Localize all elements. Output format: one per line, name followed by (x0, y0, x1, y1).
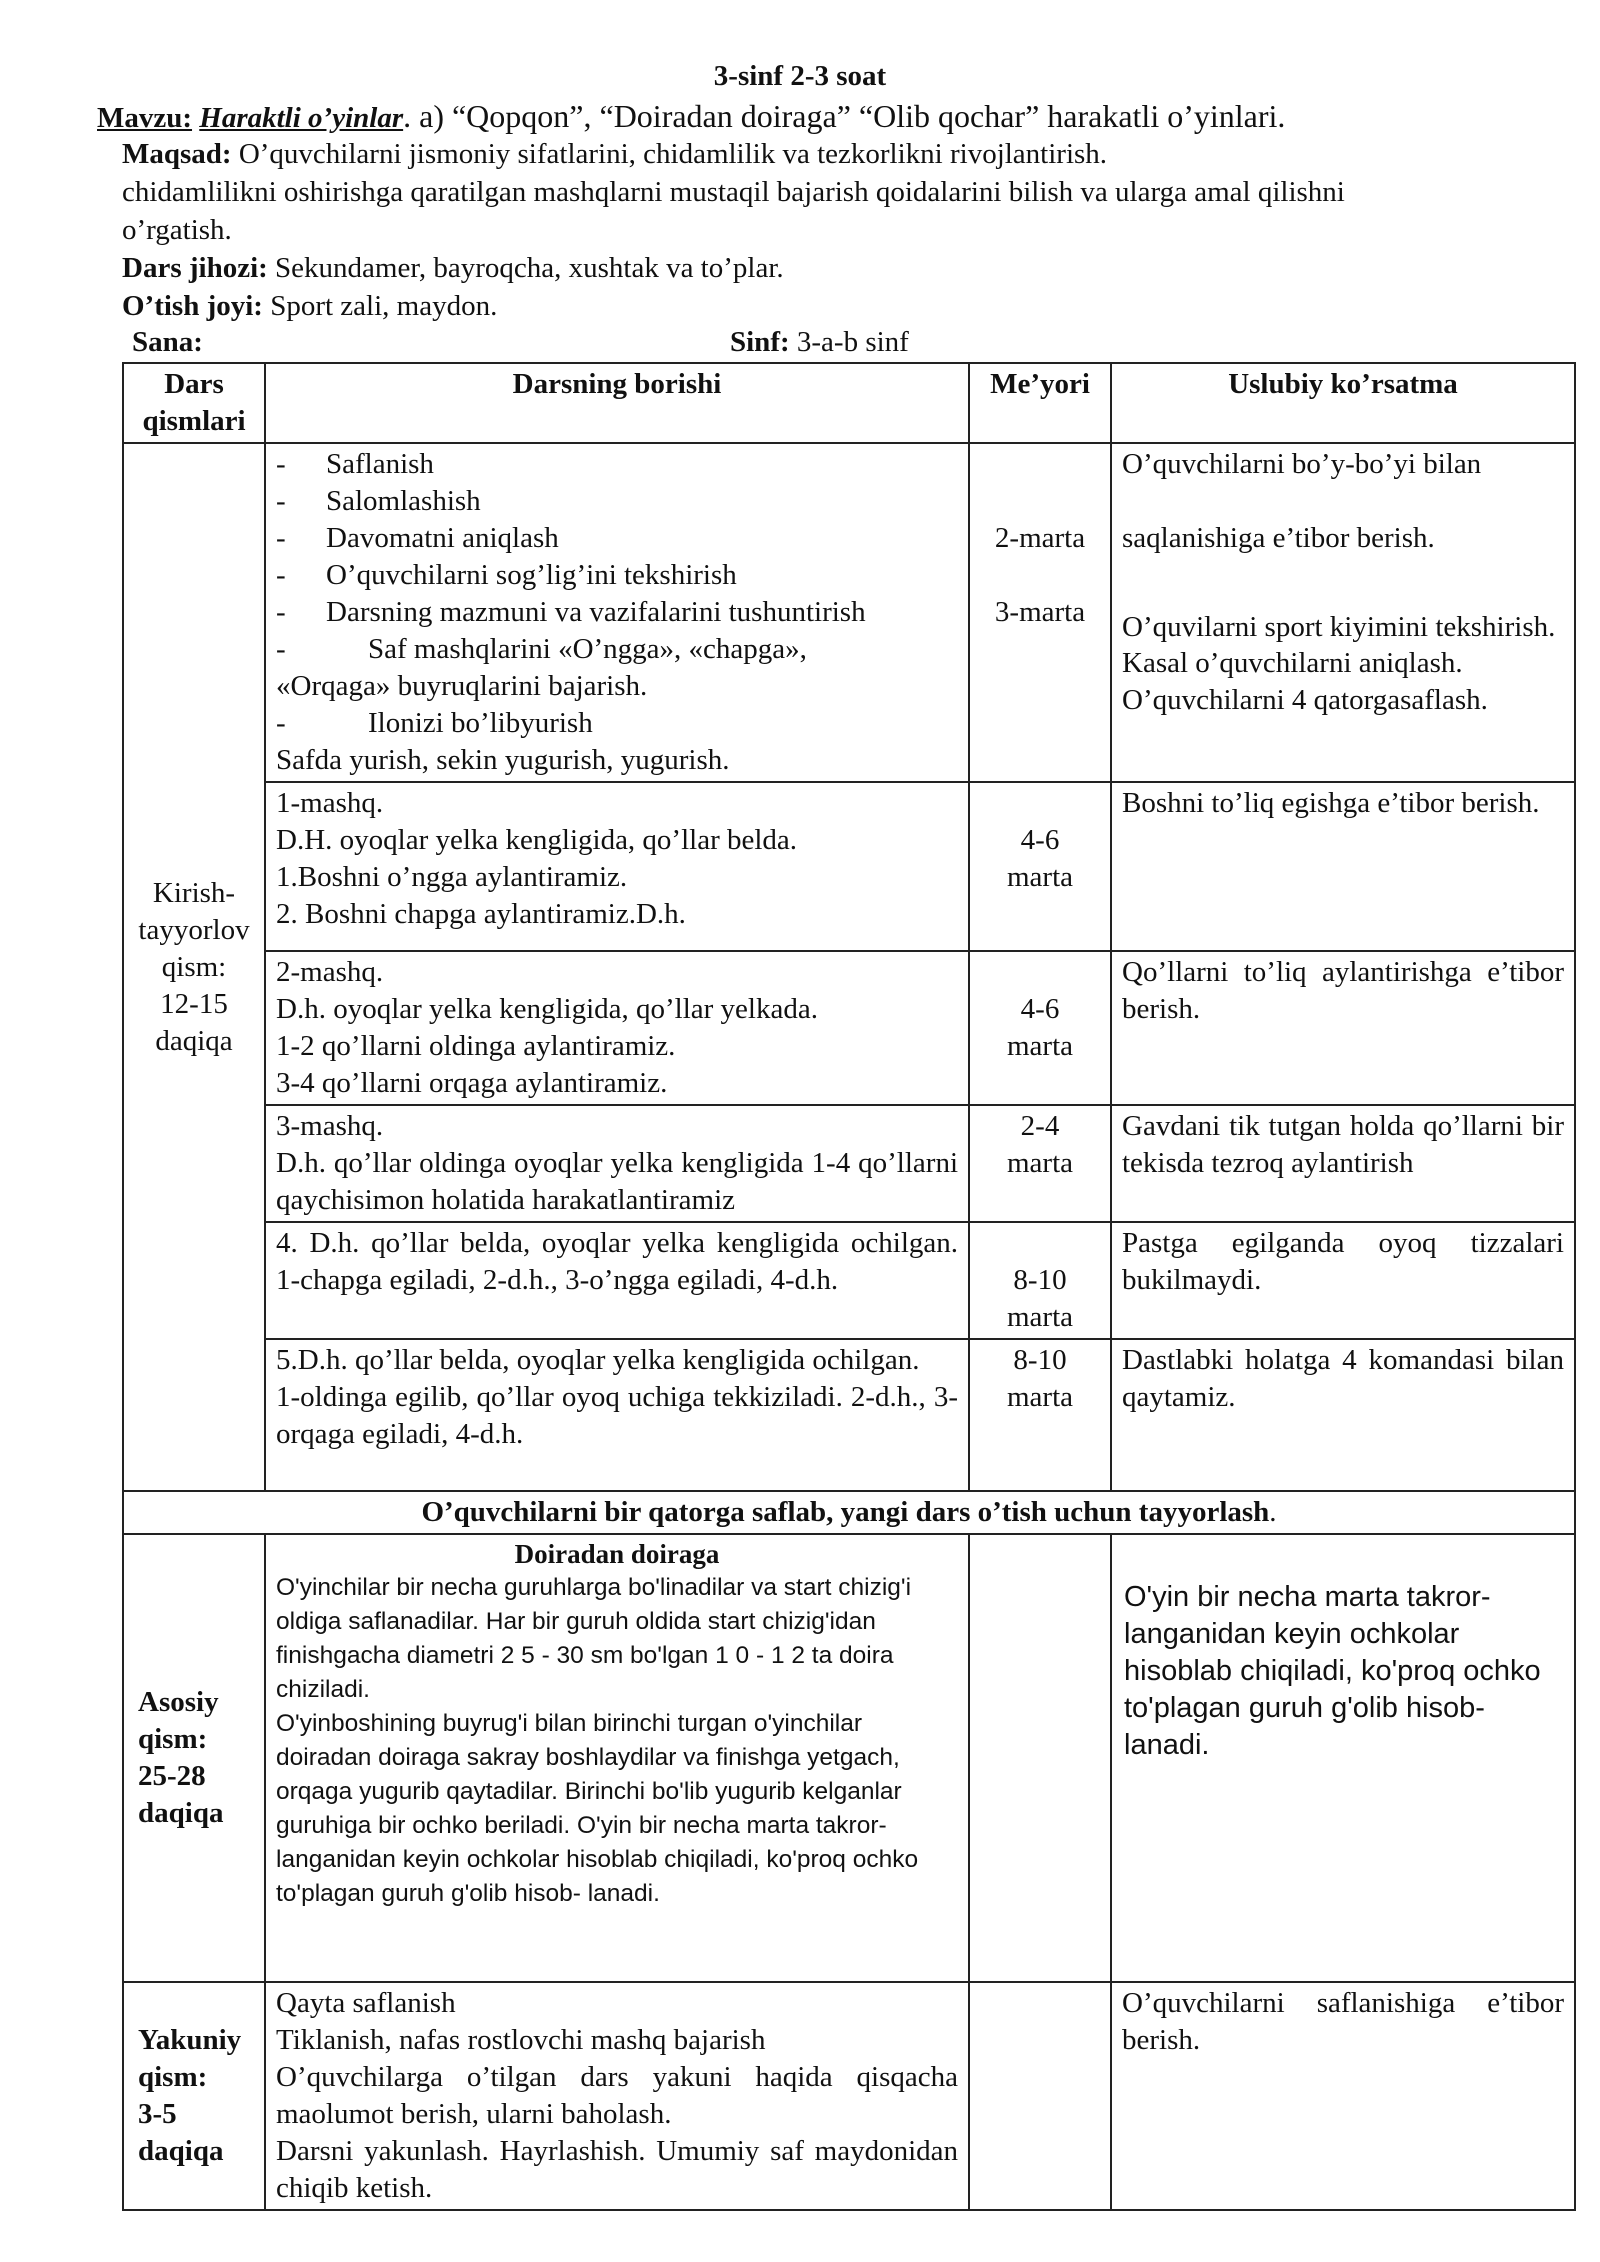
exercise-1-norm (969, 782, 1111, 951)
game-guidance-cell: O'yin bir necha marta takror- langanidan keyin ochkolar hisoblab chiqiladi, ko'proq ochko to'plagan guruh g'olib hisob- lanadi. (1111, 1534, 1575, 1982)
list-item: - Ilonizi bo’libyurish (276, 707, 593, 739)
exercise-5-guidance: Dastlabki holatga 4 komandasi bilan qaytamiz. (1111, 1339, 1575, 1491)
class-text: 3-a-b sinf (789, 326, 909, 358)
list-item: - Darsning mazmuni va vazifalarini tushuntirish (276, 596, 866, 628)
guidance-text: saqlanishiga e’tibor berish. (1122, 522, 1435, 554)
list-item: - O’quvchilarni sog’lig’ini tekshirish (276, 559, 737, 591)
exercise-5-cell (265, 1339, 969, 1491)
final-step: Tiklanish, nafas rostlovchi mashq bajarish (276, 2024, 766, 2056)
exercise-4-guidance: Pastga egilganda oyoq tizzalari bukilmaydi. (1111, 1222, 1575, 1339)
opening-steps-cell (265, 443, 969, 782)
table-row (123, 1105, 1575, 1222)
game-description-cell (265, 1534, 969, 1982)
topic-title: Haraktli o’yinlar (199, 102, 404, 134)
table-row (123, 1534, 1575, 1982)
topic-label: Mavzu: (97, 102, 193, 134)
norm-value: 2-4 (1020, 1110, 1060, 1142)
list-item: Safda yurish, sekin yugurish, yugurish. (276, 744, 730, 776)
exercise-line: 1.Boshni o’ngga aylantiramiz. (276, 861, 628, 893)
exercise-4-norm (969, 1222, 1111, 1339)
header-progress: Darsning borishi (265, 363, 969, 443)
location-label: O’tish joyi: (122, 290, 263, 322)
guidance-text: O’quvchilarni 4 qatorgasaflash. (1122, 684, 1488, 716)
exercise-line: D.h. qo’llar oldinga oyoqlar yelka kengligida 1-4 qo’llarni qaychisimon holatida harakatlantiramiz (276, 1147, 958, 1216)
table-row (123, 951, 1575, 1105)
exercise-title: 2-mashq. (276, 956, 384, 988)
exercise-1-cell (265, 782, 969, 951)
final-steps-cell (265, 1982, 969, 2210)
list-item: - Salomlashish (276, 485, 481, 517)
topic-games: . a) “Qopqon”, “Doiradan doiraga” “Olib qochar” harakatli o’yinlari. (403, 98, 1286, 134)
norm-unit: marta (1006, 1030, 1073, 1062)
class-label: Sinf: (730, 326, 790, 358)
exercise-2-cell (265, 951, 969, 1105)
game-paragraph: O'yinchilar bir necha guruhlarga bo'linadilar va start chizig'i oldiga saflanadilar. Har bir guruh oldida start chizig'idan finishgacha diametri 2 5 - 30 sm bo'lgan 1 0 - 1 2 ta doira chiziladi. (276, 1574, 912, 1703)
guidance-text: O’quvchilarni bo’y-bo’yi bilan (1122, 448, 1482, 480)
main-part-line: 25-28 (138, 1760, 206, 1792)
intro-part-cell (123, 443, 265, 1491)
opening-norm-cell (969, 443, 1111, 782)
goal-text: O’quvchilarni jismoniy sifatlarini, chidamlilik va tezkorlikni rivojlantirish. (231, 138, 1108, 170)
final-guidance-cell: O’quvchilarni saflanishiga e’tibor berish. (1111, 1982, 1575, 2210)
final-part-cell (123, 1982, 265, 2210)
game-paragraph: O'yinboshining buyrug'i bilan birinchi turgan o'yinchilar doiradan doiraga sakray boshlaydilar va finishga yetgach, orqaga yugurib qaytadilar. Birinchi bo'lib yugurib kelganlar guruhiga bir ochko beriladi. O'yin bir necha marta takror- langanidan keyin ochkolar hisoblab chiqiladi, ko'proq ochko to'plagan guruh g'olib hisob- lanadi. (276, 1710, 919, 1907)
main-part-line: daqiqa (138, 1797, 224, 1829)
exercise-3-guidance: Gavdani tik tutgan holda qo’llarni bir tekisda tezroq aylantirish (1111, 1105, 1575, 1222)
norm-unit: marta (1006, 1147, 1073, 1179)
norm-unit: marta (1006, 1381, 1073, 1413)
exercise-title: 1-mashq. (276, 787, 384, 819)
norm-value: 8-10 (1013, 1344, 1067, 1376)
location-line (122, 288, 497, 324)
main-part-cell (123, 1534, 265, 1982)
header-norm: Me’yori (969, 363, 1111, 443)
separator-note: O’quvchilarni bir qatorga saflab, yangi dars o’tish uchun tayyorlash. (123, 1491, 1575, 1534)
goal-line-3: o’rgatish. (122, 214, 232, 246)
exercise-title: 3-mashq. (276, 1110, 384, 1142)
norm-value: 4-6 (1020, 993, 1060, 1025)
intro-part-line: tayyorlov (138, 913, 250, 946)
exercise-line: D.h. oyoqlar yelka kengligida, qo’llar yelkada. (276, 993, 818, 1025)
exercise-line: 1-oldinga egilib, qo’llar oyoq uchiga tekkiziladi. 2-d.h., 3-orqaga egiladi, 4-d.h. (276, 1381, 958, 1450)
location-text: Sport zali, maydon. (262, 290, 498, 322)
norm-value: 4-6 (1020, 824, 1060, 856)
table-row (123, 1339, 1575, 1491)
separator-row (123, 1491, 1575, 1534)
game-norm-cell (969, 1534, 1111, 1982)
exercise-4-cell: 4. D.h. qo’llar belda, oyoqlar yelka kengligida ochilgan. 1-chapga egiladi, 2-d.h., 3-o’ngga egiladi, 4-d.h. (265, 1222, 969, 1339)
norm-value: 2-marta (994, 522, 1086, 554)
opening-guidance-cell (1111, 443, 1575, 782)
norm-value: 3-marta (994, 596, 1086, 628)
final-step: Darsni yakunlash. Hayrlashish. Umumiy saf maydonidan chiqib ketish. (276, 2135, 958, 2204)
final-norm-cell (969, 1982, 1111, 2210)
list-item: - Saf mashqlarini «O’ngga», «chapga», (276, 633, 807, 665)
equipment-text: Sekundamer, bayroqcha, xushtak va to’plar. (267, 252, 784, 284)
final-part-line: 3-5 (138, 2098, 177, 2130)
guidance-text: Kasal o’quvchilarni aniqlash. (1122, 647, 1463, 679)
class-line (730, 324, 909, 360)
date-label: Sana: (132, 326, 203, 358)
exercise-3-cell (265, 1105, 969, 1222)
goal-line (122, 136, 1107, 172)
exercise-line: 1-2 qo’llarni oldinga aylantiramiz. (276, 1030, 676, 1062)
main-part-line: qism: (138, 1723, 208, 1755)
exercise-2-norm (969, 951, 1111, 1105)
final-part-line: daqiqa (138, 2135, 224, 2167)
intro-part-line: Kirish- (152, 876, 236, 909)
intro-part-line: 12-15 (160, 987, 228, 1020)
intro-part-line: qism: (161, 950, 227, 983)
header-parts (123, 363, 265, 443)
norm-value: 8-10 (1013, 1264, 1067, 1296)
norm-unit: marta (1006, 1301, 1073, 1333)
main-part-line: Asosiy (138, 1686, 219, 1718)
header-guidance: Uslubiy ko’rsatma (1111, 363, 1575, 443)
exercise-line: 2. Boshni chapga aylantiramiz.D.h. (276, 898, 686, 930)
intro-part-line: daqiqa (155, 1024, 233, 1057)
exercise-1-guidance: Boshni to’liq egishga e’tibor berish. (1111, 782, 1575, 951)
final-part-line: Yakuniy (138, 2024, 242, 2056)
table-row (123, 443, 1575, 782)
header-parts-line1: Dars (164, 368, 224, 400)
equipment-line (122, 250, 784, 286)
list-item: - Saflanish (276, 448, 434, 480)
exercise-line: 5.D.h. qo’llar belda, oyoqlar yelka kengligida ochilgan. (276, 1344, 920, 1376)
exercise-3-norm (969, 1105, 1111, 1222)
final-step: O’quvchilarga o’tilgan dars yakuni haqida qisqacha maolumot berish, ularni baholash. (276, 2061, 958, 2130)
topic-line (97, 98, 1285, 136)
table-row (123, 1222, 1575, 1339)
final-part-line: qism: (138, 2061, 208, 2093)
lesson-table (122, 362, 1576, 2211)
exercise-line: D.H. oyoqlar yelka kengligida, qo’llar belda. (276, 824, 798, 856)
table-row (123, 782, 1575, 951)
list-item-continuation: «Orqaga» buyruqlarini bajarish. (276, 670, 648, 702)
exercise-5-norm (969, 1339, 1111, 1491)
exercise-line: 3-4 qo’llarni orqaga aylantiramiz. (276, 1067, 668, 1099)
list-item: - Davomatni aniqlash (276, 522, 559, 554)
exercise-2-guidance: Qo’llarni to’liq aylantirishga e’tibor berish. (1111, 951, 1575, 1105)
norm-unit: marta (1006, 861, 1073, 893)
goal-line-2: chidamlilikni oshirishga qaratilgan mashqlarni mustaqil bajarish qoidalarini bilish va ularga amal qilishni (122, 176, 1345, 208)
goal-label: Maqsad: (122, 138, 232, 170)
table-row (123, 1982, 1575, 2210)
page-title: 3-sinf 2-3 soat (713, 60, 887, 92)
equipment-label: Dars jihozi: (122, 252, 268, 284)
table-header-row (123, 363, 1575, 443)
guidance-text: O’quvilarni sport kiyimini tekshirish. (1122, 611, 1556, 643)
header-parts-line2: qismlari (142, 405, 246, 437)
game-title: Doiradan doiraga (514, 1539, 720, 1569)
final-step: Qayta saflanish (276, 1987, 456, 2019)
